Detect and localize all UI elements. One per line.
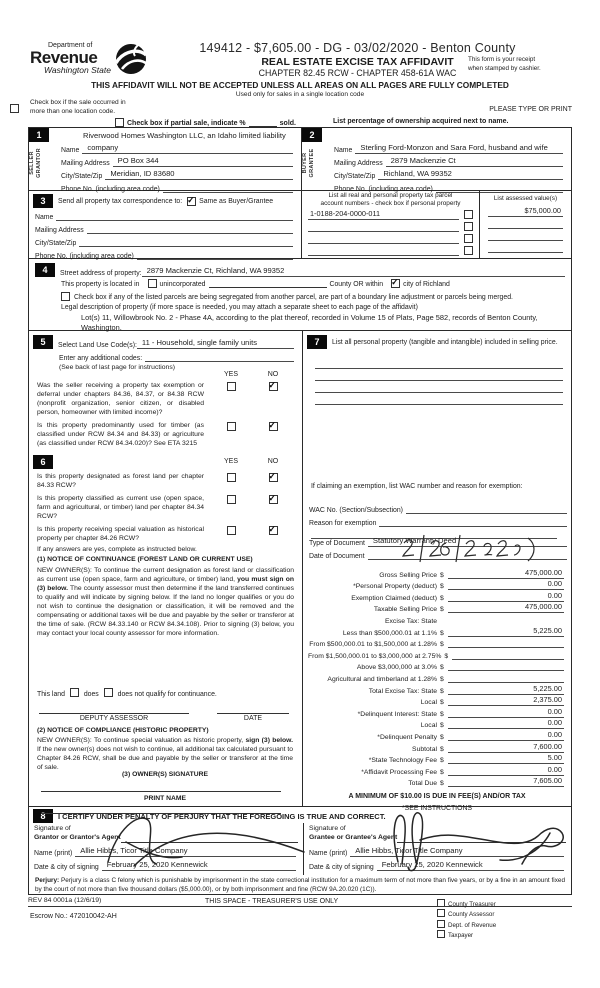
dept-revenue-checkbox[interactable] bbox=[437, 920, 445, 928]
city-checkbox[interactable] bbox=[391, 279, 400, 288]
assessed-values-section: List assessed value(s) $75,000.00 bbox=[480, 191, 571, 258]
grantee-signature[interactable] bbox=[378, 806, 578, 872]
assessed-value-field[interactable] bbox=[488, 242, 563, 253]
tax-amount-field[interactable]: 7,605.00 bbox=[448, 776, 564, 787]
q4-yes-checkbox[interactable] bbox=[227, 495, 236, 504]
section7-number: 7 bbox=[307, 335, 327, 349]
tax-amount-field[interactable]: 2,375.00 bbox=[448, 695, 564, 706]
assessed-value-field[interactable]: $75,000.00 bbox=[488, 206, 563, 217]
q2-yes-checkbox[interactable] bbox=[227, 422, 236, 431]
county-field[interactable] bbox=[209, 279, 327, 288]
partial-sale-row: Check box if partial sale, indicate % sold. bbox=[115, 118, 296, 127]
document-date-handwriting[interactable] bbox=[398, 534, 548, 564]
tax-amount-field[interactable]: 5,225.00 bbox=[448, 684, 564, 695]
q3-yes-checkbox[interactable] bbox=[227, 473, 236, 482]
buyer-grantee-side-label: BUYER GRANTEE bbox=[302, 148, 315, 178]
section6-number: 6 bbox=[33, 455, 53, 469]
grantor-signature[interactable] bbox=[98, 810, 313, 872]
tax-amount-field[interactable]: 7,600.00 bbox=[448, 742, 564, 753]
deputy-assessor-signature-line[interactable] bbox=[39, 703, 189, 714]
same-as-buyer-checkbox[interactable] bbox=[187, 197, 196, 206]
tax-amount-field[interactable]: 0.00 bbox=[448, 707, 564, 718]
seller-name-overflow: Riverwood Homes Washington LLC, an Idaho limited liability bbox=[83, 131, 286, 140]
parcel-number-field[interactable] bbox=[308, 221, 459, 232]
partial-sale-percent-field[interactable] bbox=[249, 118, 277, 127]
perjury-notice: Perjury: Perjury is a class C felony which is punishable by imprisonment in the state correctional institution for a maximum term of not more than five years, or by a fine in an amount fixed by the court of not more than five thousand dollars ($5,000.00), or by both imprisonment and fine (RCW 9A.20.020 (1C)). bbox=[35, 877, 566, 893]
tax-amount-field[interactable]: 0.00 bbox=[448, 730, 564, 741]
logo-state-text: Washington State bbox=[44, 65, 111, 75]
grantor-date-city-field[interactable]: February 25, 2020 Kennewick bbox=[102, 860, 296, 871]
revenue-swirl-icon bbox=[113, 42, 149, 78]
wac-number-field[interactable] bbox=[406, 503, 567, 514]
multiple-location-checkbox[interactable] bbox=[10, 104, 19, 113]
tax-amount-field[interactable]: 0.00 bbox=[448, 765, 564, 776]
form-title: REAL ESTATE EXCISE TAX AFFIDAVIT bbox=[261, 56, 454, 68]
land-use-code-field[interactable]: 11 - Household, single family units bbox=[137, 338, 294, 349]
assessed-value-field[interactable] bbox=[488, 230, 563, 241]
section4-number: 4 bbox=[35, 263, 55, 277]
logo-dept-text: Department of bbox=[48, 42, 93, 49]
parcel-numbers-section: List all real and personal property tax parcel account numbers - check box if personal property 1-0188-204-0000-011 bbox=[302, 191, 480, 258]
q5-yes-checkbox[interactable] bbox=[227, 526, 236, 535]
form-chapter: CHAPTER 82.45 RCW - CHAPTER 458-61A WAC bbox=[258, 68, 457, 78]
correspondence-name-field[interactable] bbox=[56, 210, 293, 221]
seller-mailing-field[interactable]: PO Box 344 bbox=[113, 156, 293, 167]
tax-amount-field[interactable] bbox=[448, 669, 564, 671]
grantor-print-name-field[interactable]: Allie Hibbs, Ticor Title Company bbox=[75, 846, 296, 857]
grantor-signature-block: Signature of Grantor or Grantor's Agent Name (print) Allie Hibbs, Ticor Title Company Date & city of signing February 25, 2020 Kennewick bbox=[29, 823, 304, 875]
see-instructions-note: *SEE INSTRUCTIONS bbox=[401, 805, 473, 812]
assessed-value-field[interactable] bbox=[488, 218, 563, 229]
single-location-note: Used only for sales in a single location code bbox=[235, 91, 365, 98]
grantee-date-city-field[interactable]: February 25, 2020 Kennewick bbox=[377, 860, 564, 871]
additional-codes-field[interactable] bbox=[145, 351, 294, 362]
q1-yes-checkbox[interactable] bbox=[227, 382, 236, 391]
legal-description[interactable]: Lot(s) 11, Willowbrook No. 2 - Phase 4A, according to the plat thereof, recorded in Volume 15 of Plats, Page 582, records of Benton County, Washington. bbox=[81, 313, 538, 332]
street-address-field[interactable]: 2879 Mackenzie Ct, Richland, WA 99352 bbox=[142, 266, 565, 277]
question-forest-land: Is this property designated as forest land per chapter 84.33 RCW? ✓ bbox=[37, 473, 294, 491]
parcel-number-field[interactable] bbox=[308, 233, 459, 244]
seller-grantor-side-label: SELLER GRANTOR bbox=[29, 148, 42, 178]
copy-option: County Assessor bbox=[437, 909, 496, 919]
tax-amount-field[interactable]: 0.00 bbox=[448, 591, 564, 602]
q5-no-checkbox[interactable] bbox=[269, 526, 278, 535]
tax-amount-field[interactable]: 0.00 bbox=[448, 579, 564, 590]
personal-property-column: 7 List all personal property (tangible and intangible) included in selling price. If claiming an exemption, list WAC number and reason for exemption: WAC No. (Section/Subsection) Reason for exemption Type of Document Statutory Warranty Deed Date of Document Gross Selling Price $ 475,000.00 *Personal Property (deduct) $ 0.00 Exemption Claimed (deduct) $ 0.00 Taxable Selling Price $ 475,000.00 Excise Tax: State Less than $500,000.01 at 1.1% $ 5,225.00 From $500,000.01 to $1,500,000 at 1.28% $ From $1,500,000.01 to $3,000,000 at 2.75% $ Above $3,000,000 at 3.0% $ Agricultural and timberland at 1.28% $ Total Excise Tax: State $ 5,225.00 Local $ 2,375.00 *Delinquent Interest: State $ 0.00 Local $ 0.00 *Delinquent Penalty $ 0.00 Subtotal $ 7,600.00 *State Technology Fee $ 5.00 *Affidavit Processing Fee $ 0.00 Total Due $ 7,605.00 A MINIMUM OF $10.00 IS DUE IN FEE(S) AND/OR TAX *SEE INSTRUCTIONS bbox=[303, 331, 571, 806]
completion-warning: THIS AFFIDAVIT WILL NOT BE ACCEPTED UNLESS ALL AREAS ON ALL PAGES ARE FULLY COMPLETED bbox=[91, 80, 509, 90]
personal-property-checkbox[interactable] bbox=[464, 210, 473, 219]
deputy-assessor-block: DEPUTY ASSESSOR bbox=[39, 703, 189, 722]
tax-amount-field[interactable] bbox=[452, 658, 564, 660]
buyer-name-field[interactable]: Sterling Ford-Monzon and Sara Ford, husband and wife bbox=[355, 143, 563, 154]
certification-section: 8 I CERTIFY UNDER PENALTY OF PERJURY THAT THE FOREGOING IS TRUE AND CORRECT. Signature of Grantor or Grantor's Agent Name (print) Allie Hibbs, Ticor Title Company Date & city of signing February 25, 2020 Kennewick Signature of Grantee or Grantee's Agent Name (print) Allie Hibbs, Ticor Title Company Date & city of signing February 25, 2020 Kennewick Perjury: Perjury is a class C felony which is punishable by imprisonment in the state correctional institution for a maximum term of not more than five years, or by a fine in an amount fixed by the court of not more than five thousand dollars ($5,000.00), or by both imprisonment and fine (RCW 9A.20.020 (1C)). bbox=[29, 807, 571, 894]
yes-no-header: YES NO bbox=[223, 371, 279, 378]
logo-revenue-text: Revenue bbox=[30, 48, 98, 67]
deputy-date-line[interactable] bbox=[217, 703, 289, 714]
personal-property-checkbox[interactable] bbox=[464, 234, 473, 243]
q3-no-checkbox[interactable] bbox=[269, 473, 278, 482]
tax-amount-field[interactable]: 5,225.00 bbox=[448, 626, 564, 637]
section1-number: 1 bbox=[29, 128, 49, 142]
copy-distribution-list bbox=[437, 899, 496, 940]
please-type-note: PLEASE TYPE OR PRINT bbox=[489, 106, 572, 113]
document-type-field[interactable]: Statutory Warranty Deed bbox=[368, 536, 567, 547]
qualify-line: This land does does not qualify for continuance. bbox=[37, 688, 217, 698]
notice-compliance-title: (2) NOTICE OF COMPLIANCE (HISTORIC PROPERTY) bbox=[37, 727, 209, 734]
notice-compliance-body: NEW OWNER(S): To continue special valuation as historic property, sign (3) below. If the new owner(s) does not wish to continue, all additional tax calculated pursuant to Chapter 84.26 RCW, shall be due and payable by the seller or transferor at the time of sale. bbox=[37, 737, 293, 771]
minimum-due-note: A MINIMUM OF $10.00 IS DUE IN FEE(S) AND/OR TAX bbox=[348, 793, 526, 800]
q1-no-checkbox[interactable] bbox=[269, 382, 278, 391]
tax-correspondence-section: 3 Send all property tax correspondence to: ✓ Same as Buyer/Grantee Name Mailing Address City/State/Zip Phone No. (including area code) bbox=[29, 191, 302, 258]
question-timber-agriculture: Is this property predominantly used for timber (as classified under RCW 84.34 and 84.33) or agriculture (as classified under RCW 84.34.020)? See ETA 3215 ✓ bbox=[37, 422, 294, 449]
tax-amount-field[interactable] bbox=[448, 646, 564, 648]
county-treasurer-checkbox[interactable] bbox=[437, 899, 445, 907]
tax-amount-field[interactable]: 475,000.00 bbox=[448, 602, 564, 613]
cashier-stamp-line: 149412 - $7,605.00 - DG - 03/02/2020 - Benton County bbox=[199, 41, 516, 55]
multiple-location-label: Check box if the sale occurred in more than one location code. bbox=[30, 99, 126, 116]
correspondence-citystate-field[interactable] bbox=[79, 236, 293, 247]
seller-section: 1 SELLER GRANTOR Riverwood Homes Washington LLC, an Idaho limited liability Name company Mailing Address PO Box 344 City/State/Zip Meridian, ID 83680 Phone No. (including area code) bbox=[29, 128, 302, 190]
correspondence-mailing-field[interactable] bbox=[87, 223, 293, 234]
section5-number: 5 bbox=[33, 335, 53, 349]
personal-property-line[interactable] bbox=[315, 369, 563, 381]
section8-number: 8 bbox=[33, 809, 53, 823]
grantee-print-name-field[interactable]: Allie Hibbs, Ticor Title Company bbox=[350, 846, 564, 857]
escrow-number: Escrow No.: 472010042-AH bbox=[30, 913, 117, 920]
segregated-checkbox[interactable] bbox=[61, 292, 70, 301]
receipt-note: This form is your receipt when stamped by cashier. bbox=[468, 56, 541, 72]
county-assessor-checkbox[interactable] bbox=[437, 909, 445, 917]
parcel-number-field[interactable] bbox=[308, 245, 459, 256]
seller-citystate-field[interactable]: Meridian, ID 83680 bbox=[105, 169, 293, 180]
buyer-section: 2 BUYER GRANTEE Name Sterling Ford-Monzon and Sara Ford, husband and wife Mailing Address 2879 Mackenzie Ct City/State/Zip Richland, WA 99352 Phone No. (including area code) bbox=[302, 128, 571, 190]
exemption-reason-field[interactable] bbox=[379, 516, 567, 527]
ownership-note: List percentage of ownership acquired next to name. bbox=[333, 118, 509, 125]
land-use-column: 5 Select Land Use Code(s): 11 - Household, single family units Enter any additional codes: (See back of last page for instructions) YES NO Was the seller receiving a property tax exemption or deferral under chapters 84.36, 84.37, or 84.38 RCW (nonprofit organization, senior citizen, or disabled person, homeowner with limited income)? ✓ Is this property predominantly used for timber (as classified under RCW 84.34 and 84.33) or agriculture (as classified under RCW 84.34.020)? See ETA 3215 ✓ 6 YES NO Is this property designated as forest land per chapter 84.33 RCW? ✓ Is this property classified as current use (open space, farm and agricultural, or timber) land per chapter 84.34 RCW? ✓ Is this property receiving special valuation as historical property per chapter 84.26 RCW? ✓ If any answers are yes, complete as instructed below. (1) NOTICE OF CONTINUANCE (FOREST LAND OR CURRENT USE) NEW OWNER(S): To continue the current designation as forest land or classification as current use (open space, farm and agriculture, or timber) land, you must sign on (3) below. The county assessor must then determine if the land transferred continues to qualify and will indicate by signing below. If the land no longer qualifies or you do not wish to continue the designation or classification, it will be removed and the compensating or additional taxes will be due and payable by the seller or transferor at the time of sale. (RCW 84.33.140 or RCW 84.34.108). Prior to signing (3) below, you may contact your local county assessor for more information. This land does does not qualify for continuance. DEPUTY ASSESSOR DATE (2) NOTICE OF COMPLIANCE (HISTORIC PROPERTY) NEW OWNER(S): To continue special valuation as historic property, sign (3) below. If the new owner(s) does not wish to continue, all additional tax calculated pursuant to Chapter 84.26 RCW, shall be due and payable by the seller or transferor at the time of sale. (3) OWNER(S) SIGNATURE PRINT NAME bbox=[29, 331, 303, 806]
unincorporated-checkbox[interactable] bbox=[148, 279, 157, 288]
taxpayer-checkbox[interactable] bbox=[437, 930, 445, 938]
correspondence-phone-field[interactable] bbox=[137, 249, 293, 260]
parcel-number-field[interactable]: 1-0188-204-0000-011 bbox=[308, 209, 459, 220]
section2-number: 2 bbox=[302, 128, 322, 142]
tax-amount-field[interactable]: 5.00 bbox=[448, 753, 564, 764]
personal-property-checkbox[interactable] bbox=[464, 246, 473, 255]
notice-continuance-title: (1) NOTICE OF CONTINUANCE (FOREST LAND OR CURRENT USE) bbox=[37, 556, 253, 564]
grantee-signature-block: Signature of Grantee or Grantee's Agent Name (print) Allie Hibbs, Ticor Title Company Date & city of signing February 25, 2020 Kennewick bbox=[304, 823, 571, 875]
notice-continuance-body: NEW OWNER(S): To continue the current designation as forest land or classification as current use (open space, farm and agriculture, or timber) land, you must sign on (3) below. The county assessor must then determine if the land transferred continues to qualify and will indicate by signing below. If the land no longer qualifies or you do not wish to continue the designation or classification, it will be removed and the compensating or additional taxes will be due and payable by the seller or transferor at the time of sale. (RCW 84.33.140 or RCW 84.34.108). Prior to signing (3) below, you may contact your local county assessor for more information. bbox=[37, 567, 294, 637]
does-not-qualify-checkbox[interactable] bbox=[104, 688, 113, 697]
tax-amount-field[interactable]: 475,000.00 bbox=[448, 568, 564, 579]
buyer-mailing-field[interactable]: 2879 Mackenzie Ct bbox=[386, 156, 563, 167]
personal-property-line[interactable] bbox=[315, 381, 563, 393]
seller-name-field[interactable]: company bbox=[82, 143, 293, 154]
deputy-date-block: DATE bbox=[217, 703, 289, 722]
property-address-section: 4 Street address of property: 2879 Mackenzie Ct, Richland, WA 99352 This property is located in unincorporated County OR within ✓ city of Richland Check box if any of the listed parcels are being segregated from another parcel, are part of a boundary line adjustment or parcels being merged. Legal description of property (if more space is needed, you may attach a separate sheet to each page of the affidavit) Lot(s) 11, Willowbrook No. 2 - Phase 4A, according to the plat thereof, recorded in Volume 15 of Plats, Page 582, records of Benton County, Washington. bbox=[29, 259, 571, 331]
exemption-label: If claiming an exemption, list WAC number and reason for exemption: bbox=[311, 483, 523, 490]
question-exemption-deferral: Was the seller receiving a property tax exemption or deferral under chapters 84.36, 84.37, or 84.38 RCW (nonprofit organization, senior citizen, or disabled person, homeowner with limited income)? ✓ bbox=[37, 382, 294, 418]
question-historic: Is this property receiving special valuation as historical property per chapter 84.26 RCW? ✓ bbox=[37, 526, 294, 544]
section3-number: 3 bbox=[33, 194, 53, 208]
q4-no-checkbox[interactable] bbox=[269, 495, 278, 504]
escrow-number-value: 472010042-AH bbox=[69, 913, 117, 920]
personal-property-line[interactable] bbox=[315, 393, 563, 405]
copy-option: Dept. of Revenue bbox=[437, 920, 496, 930]
personal-property-line[interactable] bbox=[315, 357, 563, 369]
owner-signature-line[interactable] bbox=[41, 781, 281, 792]
affidavit-form bbox=[28, 127, 572, 895]
tax-amount-field[interactable]: 0.00 bbox=[448, 718, 564, 729]
excise-tax-table: Gross Selling Price $ 475,000.00 *Personal Property (deduct) $ 0.00 Exemption Claimed (deduct) $ 0.00 Taxable Selling Price $ 475,000.00 Excise Tax: State Less than $500,000.01 at 1.1% $ 5,225.00 From $500,000.01 to $1,500,000 at 1.28% $ From $1,500,000.01 to $3,000,000 at 2.75% $ Above $3,000,000 at 3.0% $ Agricultural and timberland at 1.28% $ Total Excise Tax: State $ 5,225.00 Local $ 2,375.00 *Delinquent Interest: State $ 0.00 Local $ 0.00 *Delinquent Penalty $ 0.00 Subtotal $ 7,600.00 *State Technology Fee $ 5.00 *Affidavit Processing Fee $ 0.00 Total Due $ 7,605.00 bbox=[308, 567, 562, 788]
buyer-spacer bbox=[328, 131, 571, 141]
question-current-use: Is this property classified as current use (open space, farm and agricultural, or timber) land per chapter 84.34 RCW? ✓ bbox=[37, 495, 294, 522]
dor-logo bbox=[30, 42, 149, 78]
partial-sale-checkbox[interactable] bbox=[115, 118, 124, 127]
buyer-citystate-field[interactable]: Richland, WA 99352 bbox=[378, 169, 563, 180]
form-revision-number: REV 84 0001a (12/6/19) bbox=[28, 897, 102, 904]
copy-option: County Treasurer bbox=[437, 899, 496, 909]
does-qualify-checkbox[interactable] bbox=[70, 688, 79, 697]
q2-no-checkbox[interactable] bbox=[269, 422, 278, 431]
treasurer-use-note: THIS SPACE - TREASURER'S USE ONLY bbox=[205, 898, 339, 905]
personal-property-checkbox[interactable] bbox=[464, 222, 473, 231]
copy-option: Taxpayer bbox=[437, 930, 496, 940]
